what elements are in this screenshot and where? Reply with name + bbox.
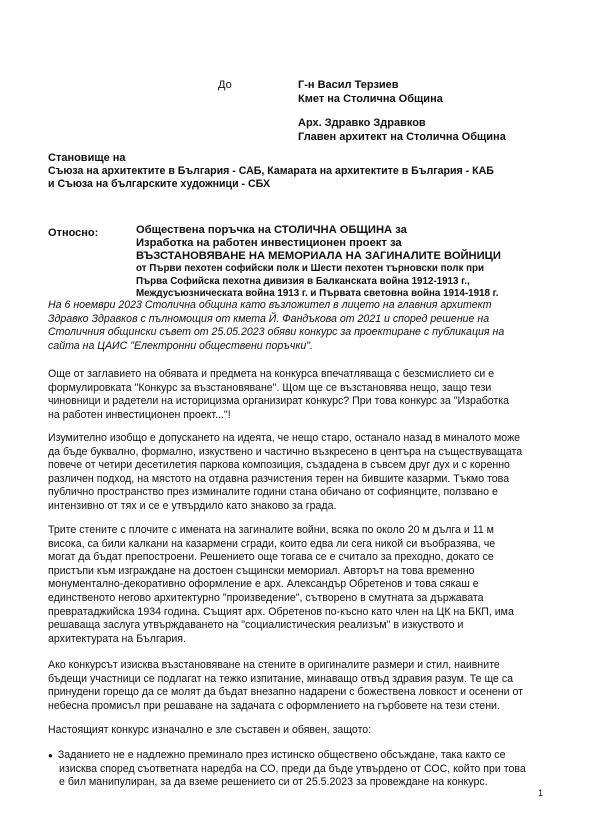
- regarding-block: [136, 224, 576, 301]
- paragraph-line: монументално-декоративно оформление е арх. Александър Обретенов и това сякаш е: [48, 578, 479, 591]
- paragraph-line: решаваща заслуга утвърждаването на "социалистическия реализъм" в изкуството и: [48, 619, 464, 632]
- regarding-label: Относно:: [48, 227, 99, 239]
- paragraph-line: формулировката "Конкурс за възстановяване". Щом ще се възстановява нещо, защо тези: [48, 381, 492, 394]
- intro-paragraph: [48, 299, 558, 353]
- regarding-line: ВЪЗСТАНОВЯВАНЕ НА МЕМОРИАЛА НА ЗАГИНАЛИТЕ ВОЙНИЦИ: [136, 250, 501, 262]
- paragraph-line: Още от заглавието на обявата и предмета на конкурса впечатляваща с безсмислието си е: [48, 368, 495, 380]
- statement-heading: [48, 152, 568, 191]
- bullet-icon: ●: [48, 751, 53, 760]
- intro-line: На 6 ноември 2023 Столична община като възложител в лицето на главния архитект: [48, 299, 492, 311]
- regarding-line: от Първи пехотен софийски полк и Шести пехотен търновски полк при: [136, 263, 485, 274]
- intro-line: сайта на ЦАИС "Електронни обществени поръчки".: [48, 339, 313, 352]
- intro-line: Столичния общински съвет от 25.05.2023 обяви конкурс за проектиране с публикация на: [48, 326, 505, 339]
- regarding-line: Обществена поръчка на СТОЛИЧНА ОБЩИНА за: [136, 224, 407, 236]
- paragraph-5: [48, 724, 558, 738]
- bullet-item: [48, 749, 558, 790]
- paragraph-3: [48, 524, 558, 646]
- page-number: 1: [538, 788, 544, 798]
- regarding-line: Първа Софийска пехотна дивизия в Балканската война 1912-1913 г.,: [136, 275, 470, 287]
- paragraph-line: принудени горещо да се молят да бъдат внезапно надарени с божествена ловкост и осенени от: [48, 686, 524, 699]
- bullet-line-1: [48, 749, 558, 763]
- regarding-line: Междусъюзническата война 1913 г. и Първата световна война 1914-1918 г.: [136, 288, 499, 299]
- paragraph-line: Изумително изобщо е допускането на идеята, че нещо старо, останало назад в миналото може: [48, 432, 521, 444]
- paragraph-line: могат да бъдат препостроени. Решението още тогава се е считало за преходно, докато се: [48, 551, 494, 564]
- paragraph-line: небесна промисъл при решаване на задачата с оформлението на гърбовете на тези стени.: [48, 699, 500, 712]
- paragraph-2: [48, 432, 558, 514]
- statement-line: Становище на: [48, 152, 126, 164]
- paragraph-line: на работен инвестиционен проект..."!: [48, 408, 231, 421]
- recipient2-name: Арх. Здравко Здравков: [298, 117, 426, 129]
- paragraph-line: архитектурата на България.: [48, 632, 186, 645]
- paragraph-line: различен подход, на мястото на отдавна разчистения терен на бившите казарми. Тъкмо това: [48, 472, 510, 485]
- recipient2-title: Главен архитект на Столична Община: [298, 131, 506, 143]
- paragraph-line: превратаджийска 1934 година. Същият арх. Обретенов по-късно като член на ЦК на БКП, има: [48, 605, 514, 618]
- paragraph-line: повече от четири десетилетия паркова композиция, създадена в съвсем друг дух и с коренно: [48, 459, 510, 472]
- paragraph-line: интензивно от тях и се е утвърдило като знаково за града.: [48, 499, 337, 512]
- paragraph-line: Настоящият конкурс изначално е зле съставен и обявен, защото:: [48, 724, 372, 736]
- bullet-line: е бил манипулиран, за да вземе решението си от 25.5.2023 за провеждане на конкурс.: [59, 776, 488, 789]
- paragraph-line: чиновници и радетели на историцизма организират конкурс? При това конкурс за "Изработка: [48, 395, 510, 408]
- statement-line: Съюза на архитектите в България - САБ, Камарата на архитектите в България - КАБ: [48, 165, 494, 177]
- to-label: До: [218, 79, 232, 91]
- intro-line: Здравко Здравков с пълномощия от кмета Й. Фандъкова от 2021 и според решение на: [48, 312, 490, 325]
- paragraph-line: пристъпи към изграждане на достоен същински мемориал. Авторът на това временно: [48, 564, 475, 577]
- recipient-name: Г-н Васил Терзиев: [298, 79, 399, 91]
- paragraph-line: бъдещи участници се подлагат на тежко изпитание, минаващо отвъд здравия разум. Те ще са: [48, 672, 514, 685]
- paragraph-line: висока, са били калкани на казармени сгради, които едва ли сега никой си въобразява, че: [48, 537, 496, 550]
- statement-line: и Съюза на българските художници - СБХ: [48, 178, 271, 190]
- paragraph-line: публично пространство през изминалите години стана обичано от софиянците, ползвано е: [48, 486, 498, 499]
- regarding-line: Изработка на работен инвестиционен проект за: [136, 237, 402, 249]
- paragraph-4: [48, 659, 558, 713]
- recipient-block: [298, 78, 588, 144]
- paragraph-line: Ако конкурсът изисква възстановяване на стените в оригиналите размери и стил, наивните: [48, 659, 500, 671]
- paragraph-line: единственото негово архитектурно "произведение", сътворено в смутната за държавата: [48, 591, 484, 604]
- bullet-text: Заданието не е надлежно преминало през истинско обществено обсъждане, така както се: [57, 749, 506, 761]
- paragraph-line: да бъде буквално, формално, изкуствено и частично възкресено в центъра на съществуващата: [48, 445, 523, 458]
- paragraph-1: [48, 368, 558, 422]
- paragraph-line: Трите стените с плочите с имената на загиналите войни, всяка по около 20 м дълга и 11 м: [48, 524, 494, 536]
- bullet-line: изисква според съответната наредба на СО, преди да бъде утвърдено от СОС, който при това: [59, 762, 526, 775]
- recipient-title: Кмет на Столична Община: [298, 93, 443, 105]
